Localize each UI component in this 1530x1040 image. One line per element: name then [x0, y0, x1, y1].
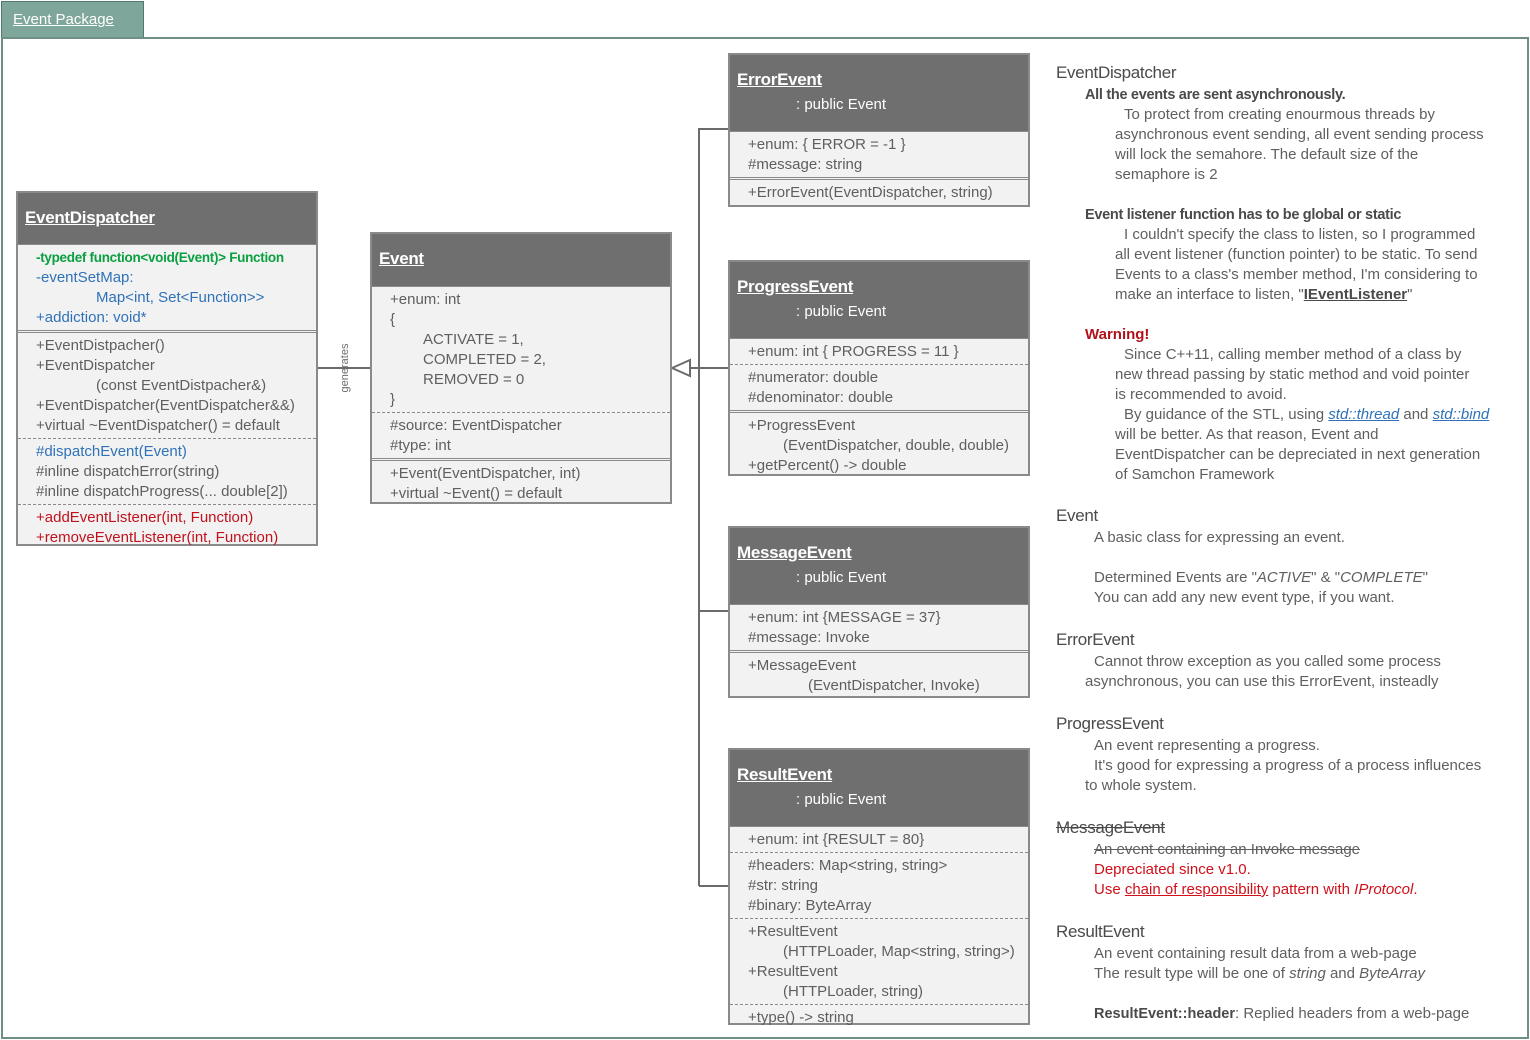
ctor-move: +EventDispatcher(EventDispatcher&&): [36, 397, 295, 414]
l2-mid: and: [1325, 965, 1360, 982]
methods-section: [730, 650, 1028, 698]
denominator-field: #denominator: double: [748, 389, 894, 406]
fields-section: [730, 131, 1028, 177]
p2-last-post: ": [1407, 286, 1413, 303]
get-percent-method: +getPercent() -> double: [748, 457, 907, 474]
note-warning-l2: new thread passing by static method and void pointer: [1115, 366, 1470, 383]
class-name: EventDispatcher: [25, 208, 155, 227]
enum-field: +enum: int {RESULT = 80}: [748, 831, 925, 848]
attributes-section: [18, 244, 316, 330]
class-header: [730, 55, 1028, 131]
l3-post: .: [1413, 881, 1418, 898]
note-dispatcher-p1-l1: To protect from creating enourmous threads by: [1124, 106, 1435, 123]
event-set-map-attr: -eventSetMap:: [36, 269, 134, 286]
package-title: Event Package: [13, 11, 114, 28]
note-warning-l1: Since C++11, calling member method of a class by: [1124, 346, 1462, 363]
protected-methods-section: [18, 438, 316, 504]
iprotocol-term: IProtocol: [1354, 881, 1414, 898]
p3-pre: By guidance of the STL, using: [1124, 406, 1329, 423]
enum-decl: +enum: int: [390, 291, 461, 308]
fields-section: [730, 364, 1028, 410]
constructors-section: [18, 330, 316, 438]
note-dispatcher-title: EventDispatcher: [1056, 63, 1177, 82]
message-event-ctor-args: (EventDispatcher, Invoke): [808, 677, 980, 694]
headers-field: #headers: Map<string, string>: [748, 857, 948, 874]
generates-label: generates: [339, 343, 351, 393]
fields-section: [730, 852, 1028, 918]
class-parent: : public Event: [796, 791, 887, 808]
enum-removed: REMOVED = 0: [423, 371, 525, 388]
ieventlistener-link[interactable]: IEventListener: [1303, 286, 1408, 303]
enum-completed: COMPLETED = 2,: [423, 351, 546, 368]
l2-mid: " & ": [1311, 569, 1341, 586]
note-progress-title: ProgressEvent: [1056, 714, 1164, 733]
str-field: #str: string: [748, 877, 819, 894]
methods-section: [730, 410, 1028, 478]
note-message-l1: An event containing an Invoke message: [1094, 841, 1361, 858]
p3-and: and: [1399, 406, 1433, 423]
numerator-field: #numerator: double: [748, 369, 879, 386]
string-term: string: [1289, 965, 1326, 982]
chain-of-responsibility-link[interactable]: chain of responsibility: [1124, 881, 1269, 898]
class-parent: : public Event: [796, 303, 887, 320]
class-name: ErrorEvent: [737, 70, 822, 89]
note-error-l2: asynchronous, you can use this ErrorEvent, insteadly: [1085, 673, 1439, 690]
note-message-l2: Depreciated since v1.0.: [1094, 861, 1251, 878]
ctor-copy: +EventDispatcher: [36, 357, 155, 374]
result-event-ctor-1: +ResultEvent: [748, 923, 838, 940]
class-event-dispatcher: [16, 191, 318, 546]
addiction-attr: +addiction: void*: [36, 309, 147, 326]
enum-field: +enum: int { PROGRESS = 11 }: [748, 343, 959, 360]
l3-pre: Use: [1094, 881, 1125, 898]
enum-close: }: [390, 391, 396, 408]
remove-listener-method: +removeEventListener(int, Function): [36, 529, 279, 546]
message-event-ctor: +MessageEvent: [748, 657, 856, 674]
class-event: [370, 232, 672, 504]
result-event-ctor-2-args: (HTTPLoader, string): [783, 983, 924, 1000]
source-field: #source: EventDispatcher: [390, 417, 562, 434]
enum-field: +enum: int {MESSAGE = 37}: [748, 609, 941, 626]
l3-mid: pattern with: [1268, 881, 1355, 898]
note-event-title: Event: [1056, 506, 1098, 525]
progress-event-ctor-args: (EventDispatcher, double, double): [783, 437, 1009, 454]
result-event-ctor-1-args: (HTTPLoader, Map<string, string>): [783, 943, 1015, 960]
methods-section: [372, 458, 670, 506]
note-error-l1: Cannot throw exception as you called some process: [1094, 653, 1441, 670]
class-result-event: [728, 748, 1030, 1025]
dispatch-error-method: #inline dispatchError(string): [36, 463, 220, 480]
active-term: ACTIVE: [1256, 569, 1312, 586]
class-header: [18, 193, 316, 244]
note-event-l1: A basic class for expressing an event.: [1094, 529, 1345, 546]
note-warning-l6: EventDispatcher can be depreciated in next generation: [1115, 446, 1481, 463]
class-progress-event: [728, 260, 1030, 476]
event-ctor: +Event(EventDispatcher, int): [390, 465, 581, 482]
type-field: #type: int: [390, 437, 451, 454]
note-error-title: ErrorEvent: [1056, 630, 1135, 649]
note-dispatcher-p1-l4: semaphore is 2: [1115, 166, 1218, 183]
class-header: [730, 528, 1028, 604]
note-dispatcher-p1-l3: will lock the semahore. The default size of the: [1115, 146, 1419, 163]
event-dtor: +virtual ~Event() = default: [390, 485, 563, 502]
note-dispatcher-p2-l3: Events to a class's member method, I'm considering to: [1115, 266, 1478, 283]
ctor-default: +EventDistpacher(): [36, 337, 165, 354]
enum-section: [730, 826, 1028, 852]
note-warning-l3: is recommended to avoid.: [1115, 386, 1287, 403]
fields-section: [730, 604, 1028, 650]
class-name: ResultEvent: [737, 765, 832, 784]
note-dispatcher-p2-l2: all event listener (function pointer) to be static. To send: [1115, 246, 1478, 263]
enum-field: +enum: { ERROR = -1 }: [748, 136, 906, 153]
note-event-l3: You can add any new event type, if you want.: [1094, 589, 1395, 606]
constructors-section: [730, 918, 1028, 1004]
typedef-attr: -typedef function<void(Event)> Function: [36, 250, 284, 265]
note-warning-l7: of Samchon Framework: [1115, 466, 1275, 483]
class-error-event: [728, 53, 1030, 207]
note-warning-title: Warning!: [1085, 326, 1150, 343]
binary-field: #binary: ByteArray: [748, 897, 872, 914]
l2-pre: Determined Events are ": [1094, 569, 1257, 586]
class-header: [730, 750, 1028, 826]
result-event-ctor-2: +ResultEvent: [748, 963, 838, 980]
fields-section: [372, 412, 670, 458]
class-parent: : public Event: [796, 569, 887, 586]
note-dispatcher-p2-l1: I couldn't specify the class to listen, so I programmed: [1124, 226, 1476, 243]
inheritance-arrowhead: [672, 360, 690, 376]
message-field: #message: Invoke: [748, 629, 870, 646]
l3-rest: : Replied headers from a web-page: [1235, 1005, 1470, 1022]
type-method: +type() -> string: [748, 1009, 854, 1026]
l2-post: ": [1422, 569, 1428, 586]
message-field: #message: string: [748, 156, 863, 173]
methods-section: [730, 177, 1028, 205]
class-name: Event: [379, 249, 424, 268]
dispatch-progress-method: #inline dispatchProgress(... double[2]): [36, 483, 288, 500]
complete-term: COMPLETE: [1340, 569, 1423, 586]
class-header: [372, 234, 670, 286]
event-set-map-type: Map<int, Set<Function>>: [96, 289, 265, 306]
note-message-title: MessageEvent: [1056, 818, 1165, 837]
public-methods-section: [18, 504, 316, 550]
std-thread-link[interactable]: std::thread: [1328, 406, 1400, 423]
note-dispatcher-p1-l2: asynchronous event sending, all event sending process: [1115, 126, 1484, 143]
l2-pre: The result type will be one of: [1094, 965, 1290, 982]
enum-section: [730, 338, 1028, 364]
dtor: +virtual ~EventDispatcher() = default: [36, 417, 280, 434]
class-header: [730, 262, 1028, 338]
std-bind-link[interactable]: std::bind: [1432, 406, 1490, 423]
note-warning-l5: will be better. As that reason, Event and: [1115, 426, 1379, 443]
bytearray-term: ByteArray: [1359, 965, 1426, 982]
enum-activate: ACTIVATE = 1,: [423, 331, 524, 348]
class-message-event: [728, 526, 1030, 698]
class-name: ProgressEvent: [737, 277, 854, 296]
note-dispatcher-sub1: All the events are sent asynchronously.: [1085, 87, 1346, 103]
add-listener-method: +addEventListener(int, Function): [36, 509, 254, 526]
note-progress-l1: An event representing a progress.: [1094, 737, 1320, 754]
note-progress-l2: It's good for expressing a progress of a process influences: [1094, 757, 1482, 774]
note-progress-l3: to whole system.: [1085, 777, 1197, 794]
progress-event-ctor: +ProgressEvent: [748, 417, 856, 434]
note-dispatcher-sub2: Event listener function has to be global or static: [1085, 207, 1402, 223]
p2-last-pre: make an interface to listen, ": [1115, 286, 1304, 303]
ctor-copy-arg: (const EventDistpacher&): [96, 377, 267, 394]
note-result-title: ResultEvent: [1056, 922, 1145, 941]
result-header-term: ResultEvent::header: [1094, 1006, 1236, 1022]
dispatch-event-method: #dispatchEvent(Event): [36, 443, 187, 460]
enum-open: {: [390, 311, 396, 328]
error-event-ctor: +ErrorEvent(EventDispatcher, string): [748, 184, 993, 201]
class-parent: : public Event: [796, 96, 887, 113]
enum-section: [372, 286, 670, 412]
methods-section: [730, 1004, 1028, 1030]
note-result-l1: An event containing result data from a web-page: [1094, 945, 1417, 962]
class-name: MessageEvent: [737, 543, 852, 562]
